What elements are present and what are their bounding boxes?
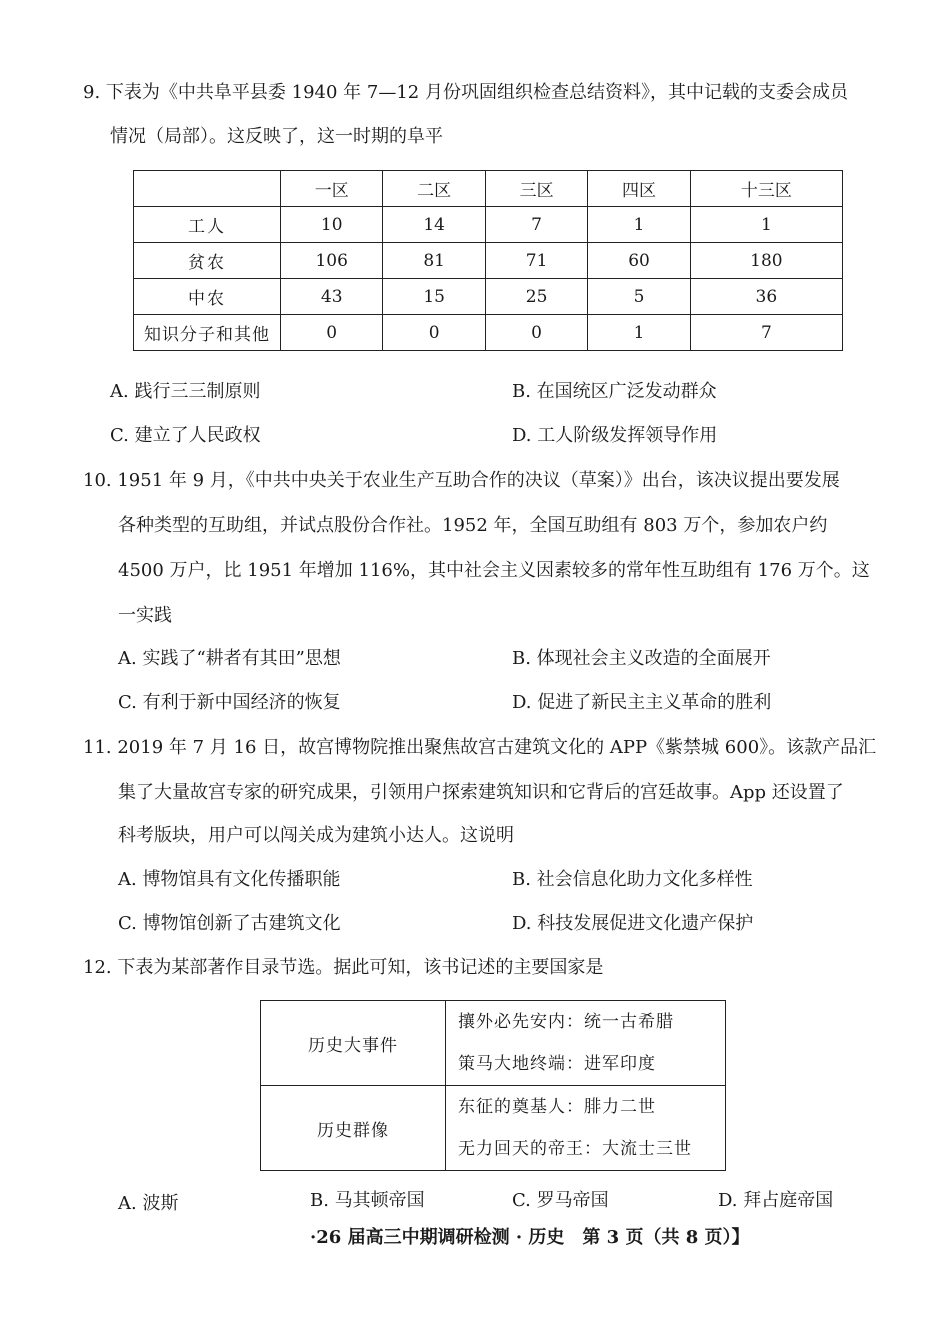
q9-option-c[interactable]: C. 建立了人民政权 [110, 425, 261, 446]
table-row [134, 315, 843, 351]
table-cell: 0 [281, 315, 383, 351]
table-cell: 43 [281, 279, 383, 315]
q12-option-d[interactable]: D. 拜占庭帝国 [718, 1190, 834, 1211]
table-cell: 7 [690, 315, 842, 351]
list-item: 东征的奠基人：腓力二世 [458, 1097, 656, 1117]
table-row-label: 知识分子和其他 [134, 315, 281, 351]
q9-option-a[interactable]: A. 践行三三制原则 [110, 381, 261, 402]
list-item: 攘外必先安内：统一古希腊 [458, 1012, 674, 1032]
table-cell: 1 [690, 207, 842, 243]
q10-stem-line2: 各种类型的互助组，并试点股份合作社。1952 年，全国互助组有 803 万个，参加农户约 [118, 515, 828, 536]
q11-stem-line1: 11. 2019 年 7 月 16 日，故宫博物院推出聚焦故宫古建筑文化的 APP《紫禁城 600》。该款产品汇 [83, 737, 877, 758]
table-cell: 10 [281, 207, 383, 243]
table-cell: 180 [690, 243, 842, 279]
q9-stem-line2: 情况（局部）。这反映了，这一时期的阜平 [110, 126, 443, 147]
q10-option-d[interactable]: D. 促进了新民主主义革命的胜利 [512, 692, 772, 713]
table-cell: 1 [588, 207, 690, 243]
q12-stem-line1: 12. 下表为某部著作目录节选。据此可知，该书记述的主要国家是 [83, 957, 604, 978]
table-row-label: 贫农 [134, 243, 281, 279]
table-cell: 5 [588, 279, 690, 315]
q12-table [260, 1000, 726, 1171]
q9-option-b[interactable]: B. 在国统区广泛发动群众 [512, 381, 717, 402]
table-header-cell: 一区 [281, 171, 383, 207]
table-category-cell: 历史大事件 [261, 1001, 446, 1086]
q10-stem-line4: 一实践 [118, 605, 172, 626]
table-row-label: 工人 [134, 207, 281, 243]
table-cell: 15 [383, 279, 485, 315]
q12-option-b[interactable]: B. 马其顿帝国 [310, 1190, 425, 1211]
table-cell: 25 [485, 279, 587, 315]
table-row [134, 279, 843, 315]
list-item: 无力回天的帝王：大流士三世 [458, 1139, 692, 1159]
table-cell: 1 [588, 315, 690, 351]
table-header-row [134, 171, 843, 207]
q12-option-a[interactable]: A. 波斯 [118, 1193, 179, 1214]
table-items-cell [446, 1086, 726, 1171]
table-cell: 60 [588, 243, 690, 279]
q10-option-c[interactable]: C. 有利于新中国经济的恢复 [118, 692, 341, 713]
q11-option-b[interactable]: B. 社会信息化助力文化多样性 [512, 869, 753, 890]
q11-stem-line3: 科考版块，用户可以闯关成为建筑小达人。这说明 [118, 825, 514, 846]
table-header-cell: 十三区 [690, 171, 842, 207]
q10-option-a[interactable]: A. 实践了“耕者有其田”思想 [118, 648, 341, 669]
q12-option-c[interactable]: C. 罗马帝国 [512, 1190, 609, 1211]
q9-option-d[interactable]: D. 工人阶级发挥领导作用 [512, 425, 718, 446]
table-row [261, 1001, 726, 1086]
q10-stem-line3: 4500 万户，比 1951 年增加 116%，其中社会主义因素较多的常年性互助组有 176 万个。这 [118, 560, 870, 581]
table-header-cell: 三区 [485, 171, 587, 207]
q9-stem-line1: 9. 下表为《中共阜平县委 1940 年 7—12 月份巩固组织检查总结资料》，其中记载的支委会成员 [83, 82, 848, 103]
table-header-cell: 二区 [383, 171, 485, 207]
table-cell: 7 [485, 207, 587, 243]
table-items-cell [446, 1001, 726, 1086]
q11-option-d[interactable]: D. 科技发展促进文化遗产保护 [512, 913, 754, 934]
table-row [134, 243, 843, 279]
table-category-cell: 历史群像 [261, 1086, 446, 1171]
q11-stem-line2: 集了大量故宫专家的研究成果，引领用户探索建筑知识和它背后的宫廷故事。App 还设置了 [118, 782, 844, 803]
q10-stem-line1: 10. 1951 年 9 月，《中共中央关于农业生产互助合作的决议（草案）》出台，该决议提出要发展 [83, 470, 840, 491]
table-cell: 106 [281, 243, 383, 279]
q9-table [133, 170, 843, 351]
table-cell: 36 [690, 279, 842, 315]
table-row [261, 1086, 726, 1171]
table-header-cell [134, 171, 281, 207]
q11-option-c[interactable]: C. 博物馆创新了古建筑文化 [118, 913, 341, 934]
list-item: 策马大地终端：进军印度 [458, 1054, 656, 1074]
table-cell: 14 [383, 207, 485, 243]
table-cell: 71 [485, 243, 587, 279]
q10-option-b[interactable]: B. 体现社会主义改造的全面展开 [512, 648, 771, 669]
table-cell: 0 [485, 315, 587, 351]
table-cell: 0 [383, 315, 485, 351]
page-footer: ·26 届高三中期调研检测 · 历史 第 3 页（共 8 页）】 [310, 1227, 750, 1248]
table-row-label: 中农 [134, 279, 281, 315]
table-header-cell: 四区 [588, 171, 690, 207]
table-cell: 81 [383, 243, 485, 279]
q11-option-a[interactable]: A. 博物馆具有文化传播职能 [118, 869, 341, 890]
table-row [134, 207, 843, 243]
